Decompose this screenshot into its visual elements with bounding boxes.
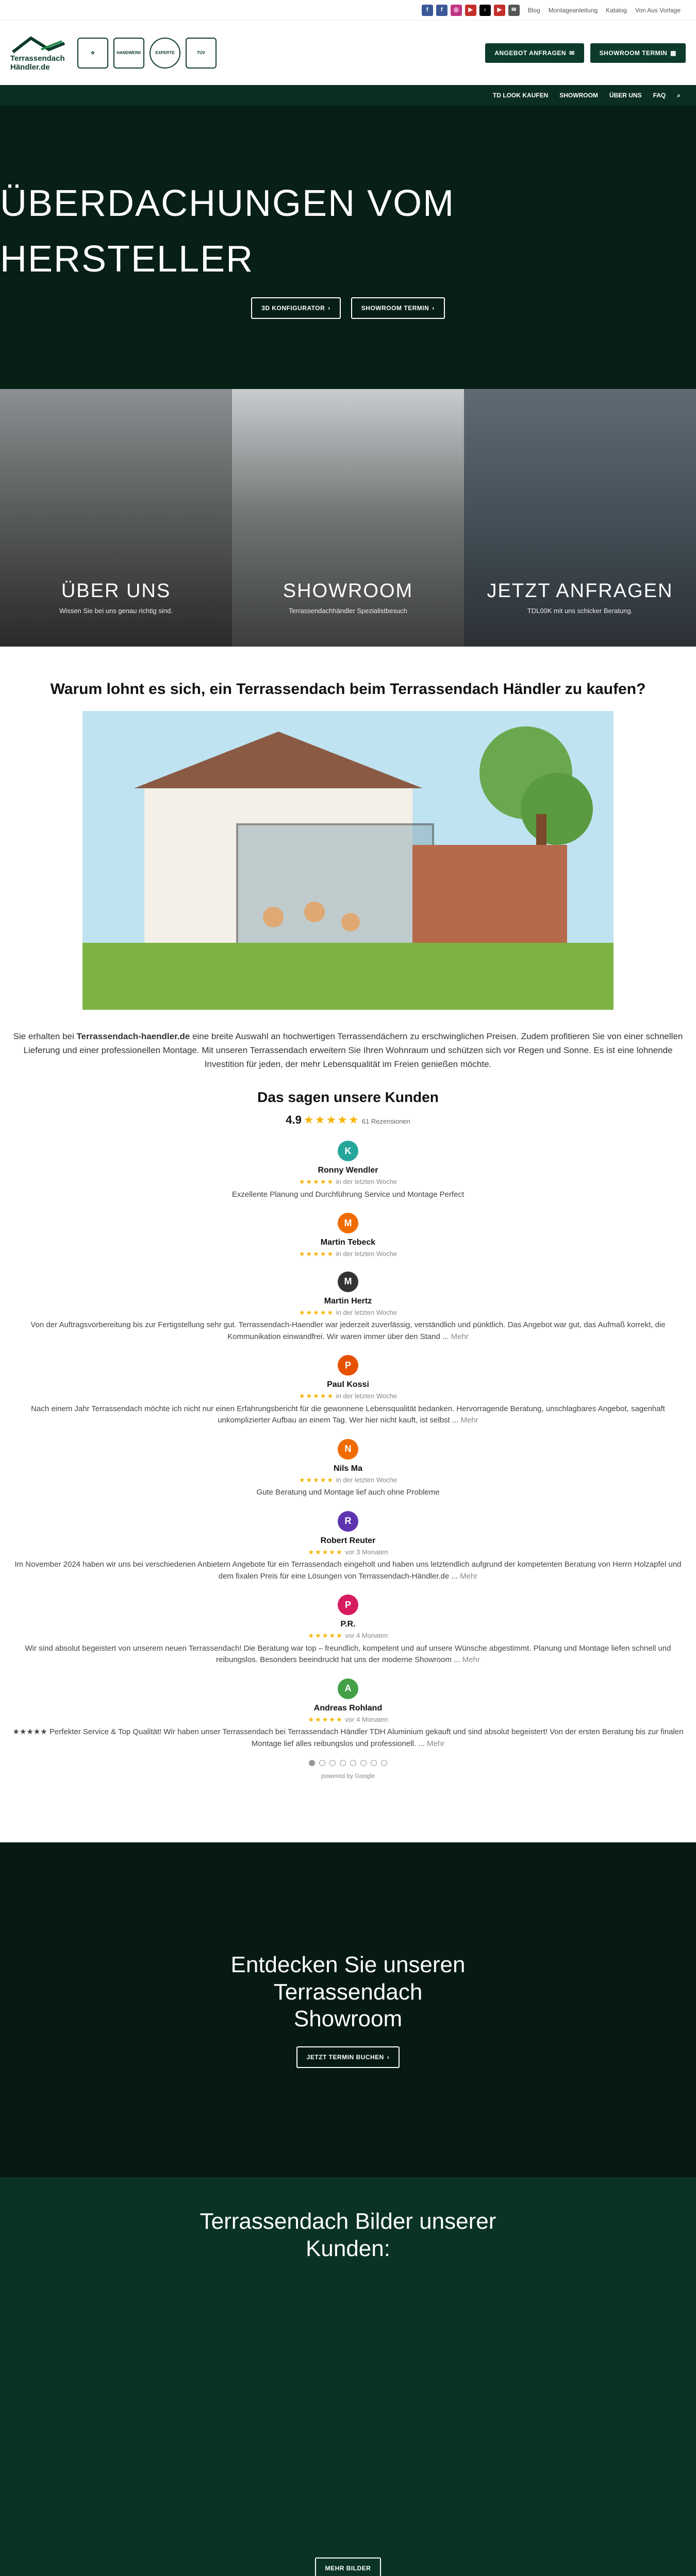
avatar: P bbox=[338, 1355, 358, 1376]
search-icon[interactable]: ⌕ bbox=[677, 92, 681, 99]
avatar: K bbox=[338, 1141, 358, 1161]
mail-icon[interactable]: ✉ bbox=[508, 5, 520, 16]
carousel-dot[interactable] bbox=[371, 1760, 377, 1766]
header bbox=[0, 21, 696, 85]
review-item bbox=[10, 1679, 686, 1750]
review-text: Nach einem Jahr Terrassendach möchte ich nicht nur einen Erfahrungsbericht für die gewonnene Lebensqualität bedanken. Hervorragende Beratung, unschlagbares Angebot, sagenhaft unkomplizierter Aufbau an einem Tag. Wer hier nicht kauft, ist selbst ... Mehr bbox=[31, 1404, 665, 1425]
tiktok-icon[interactable]: ♪ bbox=[479, 5, 491, 16]
nav-item-kaufen[interactable]: TD LOOK KAUFEN bbox=[492, 92, 549, 99]
hero bbox=[0, 106, 696, 389]
avatar: M bbox=[338, 1272, 358, 1292]
youtube-icon[interactable]: ▶ bbox=[494, 5, 505, 16]
hero-showroom-button[interactable]: SHOWROOM TERMIN › bbox=[351, 297, 445, 319]
reviewer-name: Martin Hertz bbox=[324, 1296, 372, 1306]
mehr-bilder-button[interactable]: MEHR BILDER bbox=[315, 2557, 382, 2576]
toplink-vorlage[interactable]: Von Aus Vorlage bbox=[635, 6, 681, 14]
review-date: ★★★★★ vor 4 Monaten bbox=[308, 1715, 388, 1723]
review-text: Wir sind absolut begeistert von unserem neuen Terrassendach! Die Beratung war top – freundlich, kompetent und auf unsere Wünsche abgestimmt. Planung und Montage liefen schnell und reibungslos. Besonders beeindruckt hat uns der moderne Showroom ... Mehr bbox=[25, 1643, 671, 1665]
logo-line2: Händler.de bbox=[10, 62, 50, 72]
feature-tiles bbox=[0, 389, 696, 647]
experte-badge: EXPERTE bbox=[150, 38, 180, 69]
carousel-dot[interactable] bbox=[329, 1760, 336, 1766]
top-bar bbox=[0, 0, 696, 21]
reviewer-name: Nils Ma bbox=[333, 1464, 362, 1473]
carousel-dot[interactable] bbox=[360, 1760, 367, 1766]
hero-title: ÜBERDACHUNGEN VOM HERSTELLER bbox=[0, 183, 455, 280]
review-text: Im November 2024 haben wir uns bei verschiedenen Anbietern Angebote für ein Terrassendach eingeholt und haben uns letztendlich aufgrund der kompetenten Beratung von Herrn Holzapfel und dem fixalen Preis für eine Lösungen von Terrassendach-Händler.de ... Mehr bbox=[14, 1560, 682, 1581]
review-item bbox=[10, 1141, 686, 1200]
logo[interactable] bbox=[10, 34, 67, 72]
review-item bbox=[10, 1595, 686, 1666]
facebook-icon[interactable]: f bbox=[422, 5, 433, 16]
toplink-montage[interactable]: Montageanleitung bbox=[548, 6, 598, 14]
powered-by-google: powered by Google bbox=[321, 1772, 375, 1780]
youtube-icon[interactable]: ▶ bbox=[465, 5, 476, 16]
carousel-dots bbox=[10, 1760, 686, 1766]
angebot-anfragen-button[interactable]: ANGEBOT ANFRAGEN ✉ bbox=[485, 43, 584, 63]
main-nav bbox=[0, 85, 696, 106]
configurator-button[interactable]: 3D KONFIGURATOR › bbox=[251, 297, 341, 319]
rating-summary: 4.9 ★★★★★ 61 Rezensionen bbox=[286, 1113, 410, 1127]
tile-title: SHOWROOM bbox=[283, 580, 413, 602]
carousel-dot[interactable] bbox=[309, 1760, 315, 1766]
review-item bbox=[10, 1439, 686, 1499]
instagram-icon[interactable]: ◎ bbox=[451, 5, 462, 16]
tile-title: JETZT ANFRAGEN bbox=[487, 580, 673, 602]
tile-sub: Wissen Sie bei uns genau richtig sind. bbox=[59, 606, 173, 615]
avatar: M bbox=[338, 1213, 358, 1233]
gallery-section bbox=[0, 2177, 696, 2576]
calendar-icon: ▦ bbox=[670, 49, 676, 57]
roof-logo-icon bbox=[10, 34, 67, 55]
more-link[interactable]: Mehr bbox=[460, 1416, 478, 1425]
tuev-badge: TÜV bbox=[186, 38, 217, 69]
reviewer-name: Paul Kossi bbox=[327, 1380, 369, 1389]
avatar: P bbox=[338, 1595, 358, 1615]
review-date: ★★★★★ in der letzten Woche bbox=[299, 1308, 397, 1316]
reviewer-name: Martin Tebeck bbox=[320, 1238, 376, 1247]
reviews-list bbox=[10, 1141, 686, 1750]
tile-sub: TDL00K mit uns schicker Beratung. bbox=[527, 606, 633, 615]
avatar: A bbox=[338, 1679, 358, 1699]
facebook-icon[interactable]: f bbox=[436, 5, 448, 16]
more-link[interactable]: Mehr bbox=[451, 1332, 469, 1341]
nav-item-ueber-uns[interactable]: ÜBER UNS bbox=[609, 92, 642, 99]
tile-title: ÜBER UNS bbox=[61, 580, 171, 602]
more-link[interactable]: Mehr bbox=[460, 1571, 478, 1581]
gallery-title: Terrassendach Bilder unserer Kunden: bbox=[200, 2209, 496, 2261]
review-text: Von der Auftragsvorbereitung bis zur Fertigstellung sehr gut. Terrassendach-Haendler war jederzeit zuverlässig, verständlich und pünktlich. Das Angebot war gut, das Aufmaß korrekt, die Kommunikation einwandfrei. Wir waren immer über den Stand ... Mehr bbox=[30, 1320, 666, 1341]
arrow-icon: › bbox=[328, 304, 330, 312]
handwerk-badge: HANDWERK bbox=[113, 38, 144, 69]
family-terrace-illustration bbox=[82, 711, 614, 1010]
more-link[interactable]: Mehr bbox=[462, 1655, 480, 1665]
showroom-termin-button[interactable]: SHOWROOM TERMIN ▦ bbox=[590, 43, 686, 63]
review-date: ★★★★★ in der letzten Woche bbox=[299, 1392, 397, 1400]
why-intro: Sie erhalten bei Terrassendach-haendler.de eine breite Auswahl an hochwertigen Terrassendächern zu erschwinglichen Preisen. Zudem profitieren Sie von einer schnellen Lieferung und einer professionellen Montage. Mit unseren Terrassendach erweitern Sie Ihren Wohnraum und schützen sich vor Regen und Sonne. Es ist eine lohnende Investition für jeden, der mehr Lebensqualität im Freien genießen möchte. bbox=[13, 1031, 683, 1069]
avatar: N bbox=[338, 1439, 358, 1460]
carousel-dot[interactable] bbox=[319, 1760, 325, 1766]
more-link[interactable]: Mehr bbox=[427, 1739, 445, 1748]
reviews-title: Das sagen unsere Kunden bbox=[257, 1089, 439, 1106]
arrow-icon: › bbox=[432, 304, 435, 312]
why-title: Warum lohnt es sich, ein Terrassendach beim Terrassendach Händler zu kaufen? bbox=[50, 681, 646, 698]
reviewer-name: Ronny Wendler bbox=[318, 1166, 378, 1175]
review-item bbox=[10, 1355, 686, 1427]
review-date: ★★★★★ vor 4 Monaten bbox=[308, 1632, 388, 1640]
nav-item-faq[interactable]: FAQ bbox=[653, 92, 666, 99]
reviewer-name: Andreas Rohland bbox=[313, 1703, 383, 1713]
review-date: ★★★★★ vor 3 Monaten bbox=[308, 1548, 388, 1556]
nav-item-showroom[interactable]: SHOWROOM bbox=[559, 92, 598, 99]
reviewer-name: P.R. bbox=[340, 1620, 356, 1629]
carousel-dot[interactable] bbox=[381, 1760, 387, 1766]
termin-buchen-button[interactable]: JETZT TERMIN BUCHEN › bbox=[296, 2046, 400, 2068]
tile-anfragen[interactable] bbox=[464, 389, 696, 647]
review-date: ★★★★★ in der letzten Woche bbox=[299, 1250, 397, 1258]
showroom-section bbox=[0, 1842, 696, 2177]
logo-line1: Terrassendach bbox=[10, 54, 65, 63]
review-item bbox=[10, 1272, 686, 1343]
toplink-katalog[interactable]: Katalog bbox=[606, 6, 627, 14]
arrow-icon: › bbox=[387, 2054, 390, 2061]
review-date: ★★★★★ in der letzten Woche bbox=[299, 1178, 397, 1186]
review-text: Exzellente Planung und Durchführung Service und Montage Perfect bbox=[231, 1190, 465, 1199]
tile-ueber-uns[interactable] bbox=[0, 389, 232, 647]
review-item bbox=[10, 1511, 686, 1583]
review-item bbox=[10, 1213, 686, 1259]
review-date: ★★★★★ in der letzten Woche bbox=[299, 1476, 397, 1484]
why-section bbox=[0, 647, 696, 1781]
showroom-title: Entdecken Sie unseren Terrassendach Showroom bbox=[230, 1952, 466, 2032]
toplink-blog[interactable]: Blog bbox=[527, 6, 540, 14]
tile-showroom[interactable] bbox=[232, 389, 464, 647]
review-text: Gute Beratung und Montage lief auch ohne Probleme bbox=[256, 1488, 440, 1497]
carousel-dot[interactable] bbox=[350, 1760, 356, 1766]
avatar: R bbox=[338, 1511, 358, 1532]
carousel-dot[interactable] bbox=[340, 1760, 346, 1766]
tile-sub: Terrassendachhändler Spezialistbesuch bbox=[289, 606, 407, 615]
mail-icon: ✉ bbox=[569, 49, 575, 57]
reviewer-name: Robert Reuter bbox=[320, 1536, 376, 1545]
award-badge-icon: ✿ bbox=[77, 38, 108, 69]
review-text: ★★★★★ Perfekter Service & Top Qualität! Wir haben unser Terrassendach bei Terrassendach Händler TDH Aluminium gekauft und sind absolut begeistert! Von der ersten Beratung bis zur finalen Montage lief alles reibungslos und professionell. ... Mehr bbox=[12, 1727, 684, 1748]
